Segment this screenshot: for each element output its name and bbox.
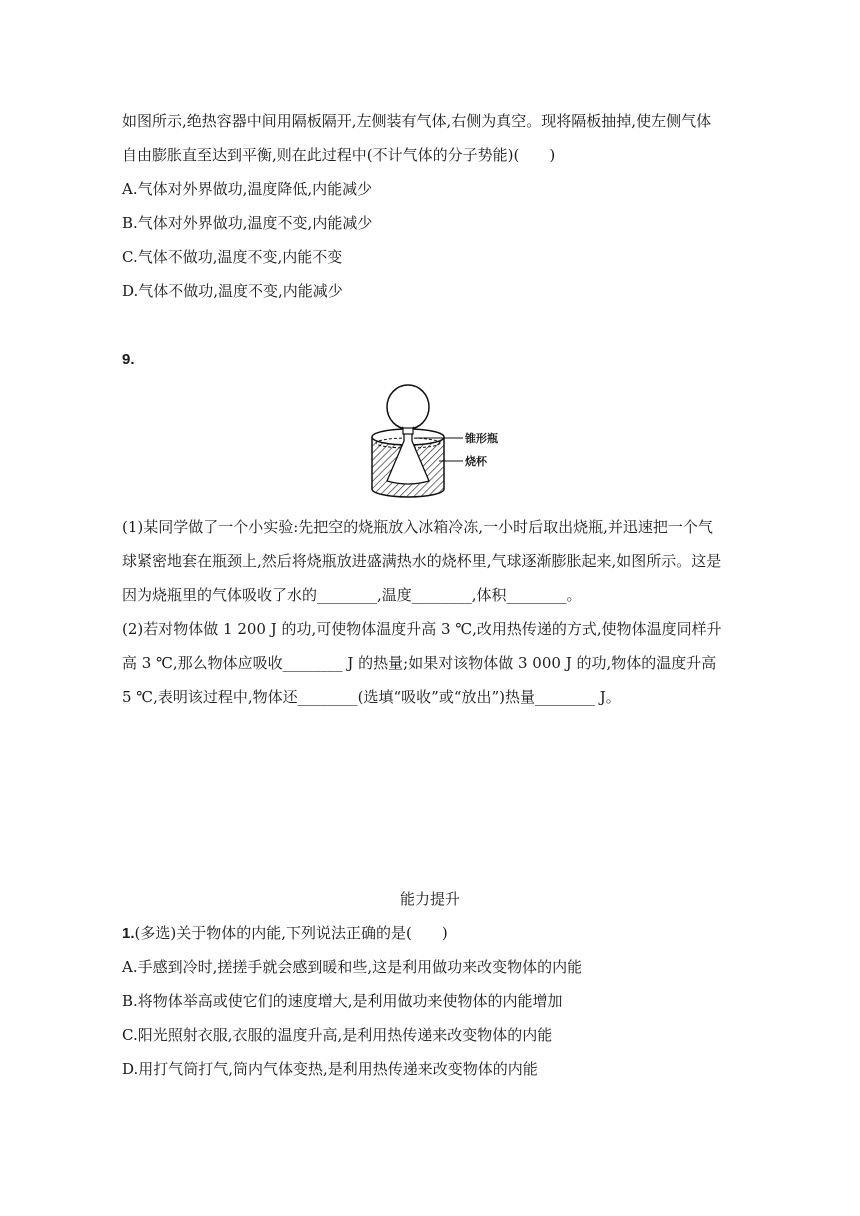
q1-option-d: D.用打气筒打气,筒内气体变热,是利用热传递来改变物体的内能 [122,1060,538,1078]
q1-option-c: C.阳光照射衣服,衣服的温度升高,是利用热传递来改变物体的内能 [122,1026,553,1044]
q8-option-d: D.气体不做功,温度不变,内能减少 [122,282,343,300]
q1-stem-row [122,923,448,944]
flask-label: 锥形瓶 [465,432,498,445]
q9-part2-line-1: (2)若对物体做 1 200 J 的功,可使物体温度升高 3 ℃,改用热传递的方式,使物体温度同样升 [122,620,722,638]
q9-part1-line-1: (1)某同学做了一个小实验:先把空的烧瓶放入冰箱冷冻,一小时后取出烧瓶,并迅速把一个气 [122,518,713,536]
q9-part1-line-2: 球紧密地套在瓶颈上,然后将烧瓶放进盛满热水的烧杯里,气球逐渐膨胀起来,如图所示。这是 [122,552,722,570]
q1-option-a: A.手感到冷时,搓搓手就会感到暖和些,这是利用做功来改变物体的内能 [122,958,583,976]
q9-part2-line-3: 5 ℃,表明该过程中,物体还________(选填“吸收”或“放出”)热量________ J。 [122,688,621,706]
q8-option-a: A.气体对外界做功,温度降低,内能减少 [122,180,373,198]
q8-option-b: B.气体对外界做功,温度不变,内能减少 [122,214,373,232]
q8-option-c: C.气体不做功,温度不变,内能不变 [122,248,343,266]
q8-stem-line-2: 自由膨胀直至达到平衡,则在此过程中(不计气体的分子势能)( ) [122,146,556,164]
q1-option-b: B.将物体举高或使它们的速度增大,是利用做功来使物体的内能增加 [122,992,563,1010]
section-title: 能力提升 [399,890,460,908]
balloon-shape [387,385,429,434]
q1-stem: (多选)关于物体的内能,下列说法正确的是( ) [134,924,448,942]
beaker-label: 烧杯 [465,455,487,468]
q9-part1-line-3: 因为烧瓶里的气体吸收了水的________,温度________,体积________。 [122,586,582,604]
q1-number: 1. [122,925,135,942]
flask-beaker-diagram [345,381,525,501]
flask-balloon-figure [345,381,525,505]
q9-part2-line-2: 高 3 ℃,那么物体应吸收________ J 的热量;如果对该物体做 3 000 J 的功,物体的温度升高 [122,654,717,672]
q8-stem-line-1: 如图所示,绝热容器中间用隔板隔开,左侧装有气体,右侧为真空。现将隔板抽掉,使左侧气体 [122,112,712,130]
q9-number: 9. [122,351,135,368]
